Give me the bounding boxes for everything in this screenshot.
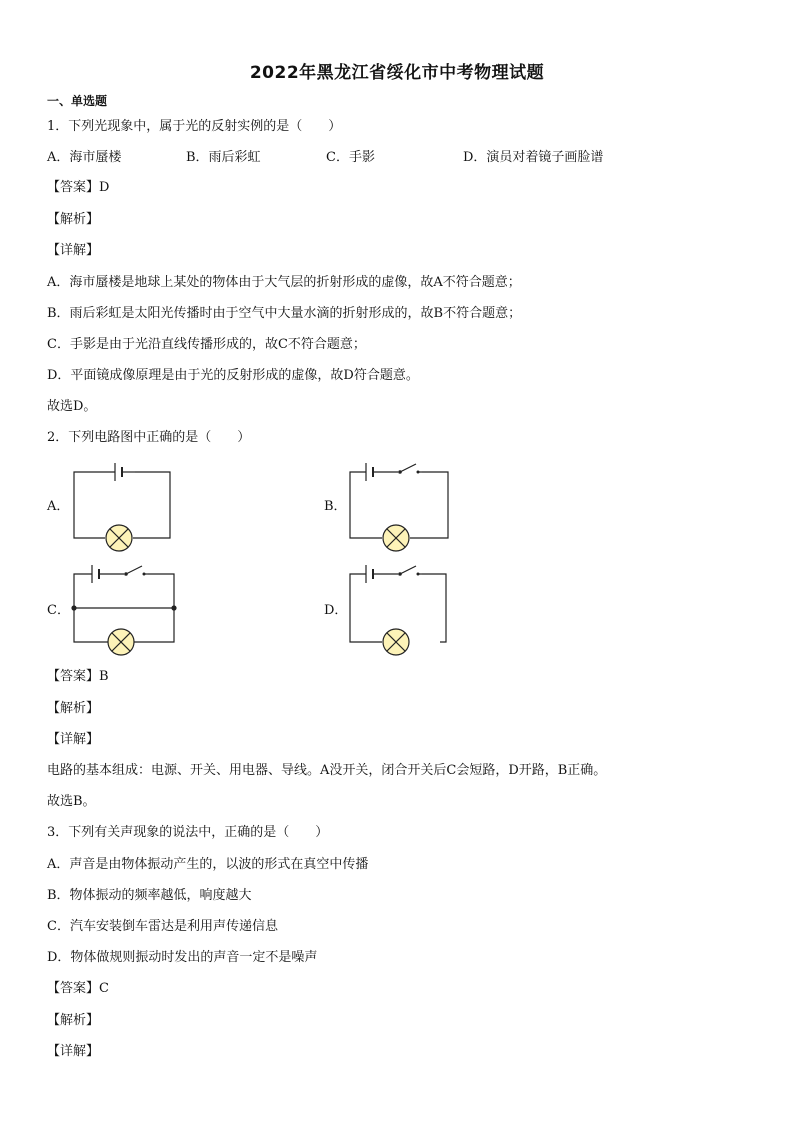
q1-analysis-label: 【解析】 (47, 212, 100, 227)
q1-option-d: D．演员对着镜子画脸谱 (463, 150, 604, 165)
circuit-diagram-c (72, 562, 182, 657)
q2-detail-label: 【详解】 (47, 732, 100, 747)
q3-stem: 3．下列有关声现象的说法中，正确的是（ ） (47, 825, 329, 840)
lamp-icon (383, 629, 409, 655)
q2-answer: 【答案】B (47, 669, 109, 684)
q2-explanation: 电路的基本组成：电源、开关、用电器、导线。A没开关，闭合开关后C会短路，D开路，B正确。 (47, 763, 607, 778)
q3-option-c: C．汽车安装倒车雷达是利用声传递信息 (47, 919, 278, 934)
q2-analysis-label: 【解析】 (47, 701, 100, 716)
q1-answer: 【答案】D (47, 180, 110, 195)
switch-icon (398, 464, 419, 474)
lamp-icon (108, 629, 134, 655)
section-heading: 一、单选题 (47, 94, 108, 108)
page-title: 2022年黑龙江省绥化市中考物理试题 (249, 63, 545, 83)
switch-icon (398, 566, 419, 576)
circuit-diagram-b (348, 460, 458, 555)
lamp-icon (383, 525, 409, 551)
circuit-diagram-a (70, 460, 180, 555)
q1-option-a: A．海市蜃楼 (47, 150, 122, 165)
q3-option-a: A．声音是由物体振动产生的，以波的形式在真空中传播 (47, 857, 369, 872)
q1-explanation-d: D．平面镜成像原理是由于光的反射形成的虚像，故D符合题意。 (47, 368, 419, 383)
q3-option-b: B．物体振动的频率越低，响度越大 (47, 888, 252, 903)
q1-option-b: B．雨后彩虹 (186, 150, 261, 165)
switch-icon (124, 566, 145, 576)
lamp-icon (106, 525, 132, 551)
q3-option-d: D．物体做规则振动时发出的声音一定不是噪声 (47, 950, 318, 965)
q1-conclusion: 故选D。 (47, 399, 97, 414)
circuit-a-label: A． (47, 499, 70, 514)
circuit-b-label: B． (324, 499, 347, 514)
circuit-d-label: D． (324, 603, 348, 618)
circuit-diagram-d (348, 562, 458, 657)
q1-explanation-b: B．雨后彩虹是太阳光传播时由于空气中大量水滴的折射形成的，故B不符合题意； (47, 306, 522, 321)
circuit-c-label: C． (47, 603, 70, 618)
q3-detail-label: 【详解】 (47, 1044, 100, 1059)
q3-answer: 【答案】C (47, 981, 109, 996)
q3-analysis-label: 【解析】 (47, 1013, 100, 1028)
q2-stem: 2．下列电路图中正确的是（ ） (47, 430, 251, 445)
q1-stem: 1．下列光现象中，属于光的反射实例的是（ ） (47, 119, 342, 134)
q1-explanation-c: C．手影是由于光沿直线传播形成的，故C不符合题意； (47, 337, 366, 352)
q1-explanation-a: A．海市蜃楼是地球上某处的物体由于大气层的折射形成的虚像，故A不符合题意； (47, 275, 521, 290)
q1-detail-label: 【详解】 (47, 243, 100, 258)
q2-conclusion: 故选B。 (47, 794, 96, 809)
q1-option-c: C．手影 (326, 150, 375, 165)
